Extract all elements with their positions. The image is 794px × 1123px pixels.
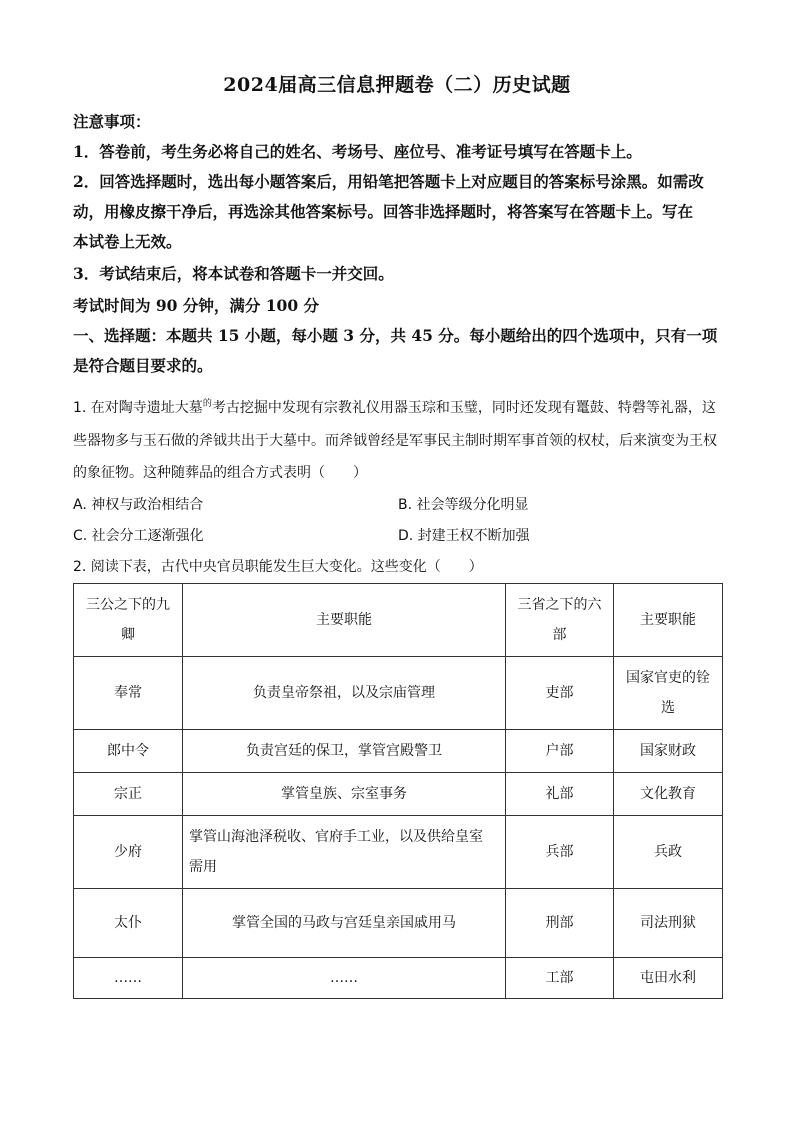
- question-1-text-b: 考古挖掘中发现有宗教礼仪用器玉琮和玉璧，同时还发现有鼍鼓、特磬等礼器，这: [211, 400, 716, 416]
- page-title: 2024届高三信息押题卷（二）历史试题: [223, 74, 571, 96]
- table-cell: 掌管皇族、宗室事务: [183, 773, 506, 816]
- table-row: [74, 958, 723, 999]
- table-row: [74, 657, 723, 730]
- question-1-option-b: B. 社会等级分化明显: [398, 497, 529, 513]
- table-row: [74, 730, 723, 773]
- table-cell: 少府: [74, 816, 183, 889]
- notice-item-2-line-3: 本试卷上无效。: [73, 232, 182, 251]
- table-cell: 太仆: [74, 889, 183, 958]
- question-1-line-1: [73, 396, 716, 417]
- notice-heading: 注意事项：: [73, 112, 151, 131]
- officials-table: [73, 583, 723, 999]
- question-1-line-3: 的象征物。这种随葬品的组合方式表明（ ）: [73, 465, 367, 481]
- question-1-option-a: A. 神权与政治相结合: [73, 497, 204, 513]
- header-main-function-1: 主要职能: [183, 584, 506, 657]
- table-cell: ……: [183, 958, 506, 999]
- table-cell: 负责皇帝祭祖，以及宗庙管理: [183, 657, 506, 730]
- table-cell: 兵政: [614, 816, 723, 889]
- notice-item-1: 1．答卷前，考生务必将自己的姓名、考场号、座位号、准考证号填写在答题卡上。: [73, 142, 642, 161]
- table-cell: 文化教育: [614, 773, 723, 816]
- table-cell: 礼部: [506, 773, 614, 816]
- exam-time: 考试时间为 90 分钟，满分 100 分: [73, 296, 320, 315]
- header-six-ministries: 三省之下的六 部: [506, 584, 614, 657]
- section-1-line-1: 一、选择题：本题共 15 小题，每小题 3 分，共 45 分。每小题给出的四个选项中，只有一项: [73, 326, 718, 345]
- question-2-stem: 2. 阅读下表，古代中央官员职能发生巨大变化。这些变化（ ）: [73, 559, 483, 575]
- table-cell: 掌管山海池泽税收、官府手工业，以及供给皇室 需用: [183, 816, 506, 889]
- table-cell: 郎中令: [74, 730, 183, 773]
- table-row: [74, 773, 723, 816]
- table-cell: 工部: [506, 958, 614, 999]
- table-header-row: [74, 584, 723, 657]
- question-1-option-d: D. 封建王权不断加强: [398, 528, 530, 544]
- question-1-option-c: C. 社会分工逐渐强化: [73, 528, 204, 544]
- table-cell: 户部: [506, 730, 614, 773]
- table-cell: 国家官吏的铨 选: [614, 657, 723, 730]
- section-1-line-2: 是符合题目要求的。: [73, 356, 213, 375]
- table-cell: 掌管全国的马政与宫廷皇亲国戚用马: [183, 889, 506, 958]
- question-1-text-a: 1. 在对陶寺遗址大墓: [73, 400, 203, 416]
- table-cell: 宗正: [74, 773, 183, 816]
- question-1-line-2: 些器物多与玉石做的斧钺共出于大墓中。而斧钺曾经是军事民主制时期军事首领的权杖，后来演变为王权: [73, 433, 717, 449]
- table-cell: 屯田水利: [614, 958, 723, 999]
- notice-item-2-line-2: 动，用橡皮擦干净后，再选涂其他答案标号。回答非选择题时，将答案写在答题卡上。写在: [73, 202, 694, 221]
- table-row: [74, 889, 723, 958]
- header-main-function-2: 主要职能: [614, 584, 723, 657]
- question-1-mark: 的: [202, 399, 212, 409]
- table-cell: ……: [74, 958, 183, 999]
- table-cell: 奉常: [74, 657, 183, 730]
- table-cell: 刑部: [506, 889, 614, 958]
- table-cell: 负责宫廷的保卫，掌管宫殿警卫: [183, 730, 506, 773]
- notice-item-3: 3．考试结束后，将本试卷和答题卡一并交回。: [73, 264, 394, 283]
- notice-item-2-line-1: 2．回答选择题时，选出每小题答案后，用铅笔把答题卡上对应题目的答案标号涂黑。如需改: [73, 172, 704, 191]
- table-cell: 国家财政: [614, 730, 723, 773]
- table-row: [74, 816, 723, 889]
- table-cell: 司法刑狱: [614, 889, 723, 958]
- header-nine-ministers: 三公之下的九 卿: [74, 584, 183, 657]
- table-cell: 兵部: [506, 816, 614, 889]
- table-cell: 吏部: [506, 657, 614, 730]
